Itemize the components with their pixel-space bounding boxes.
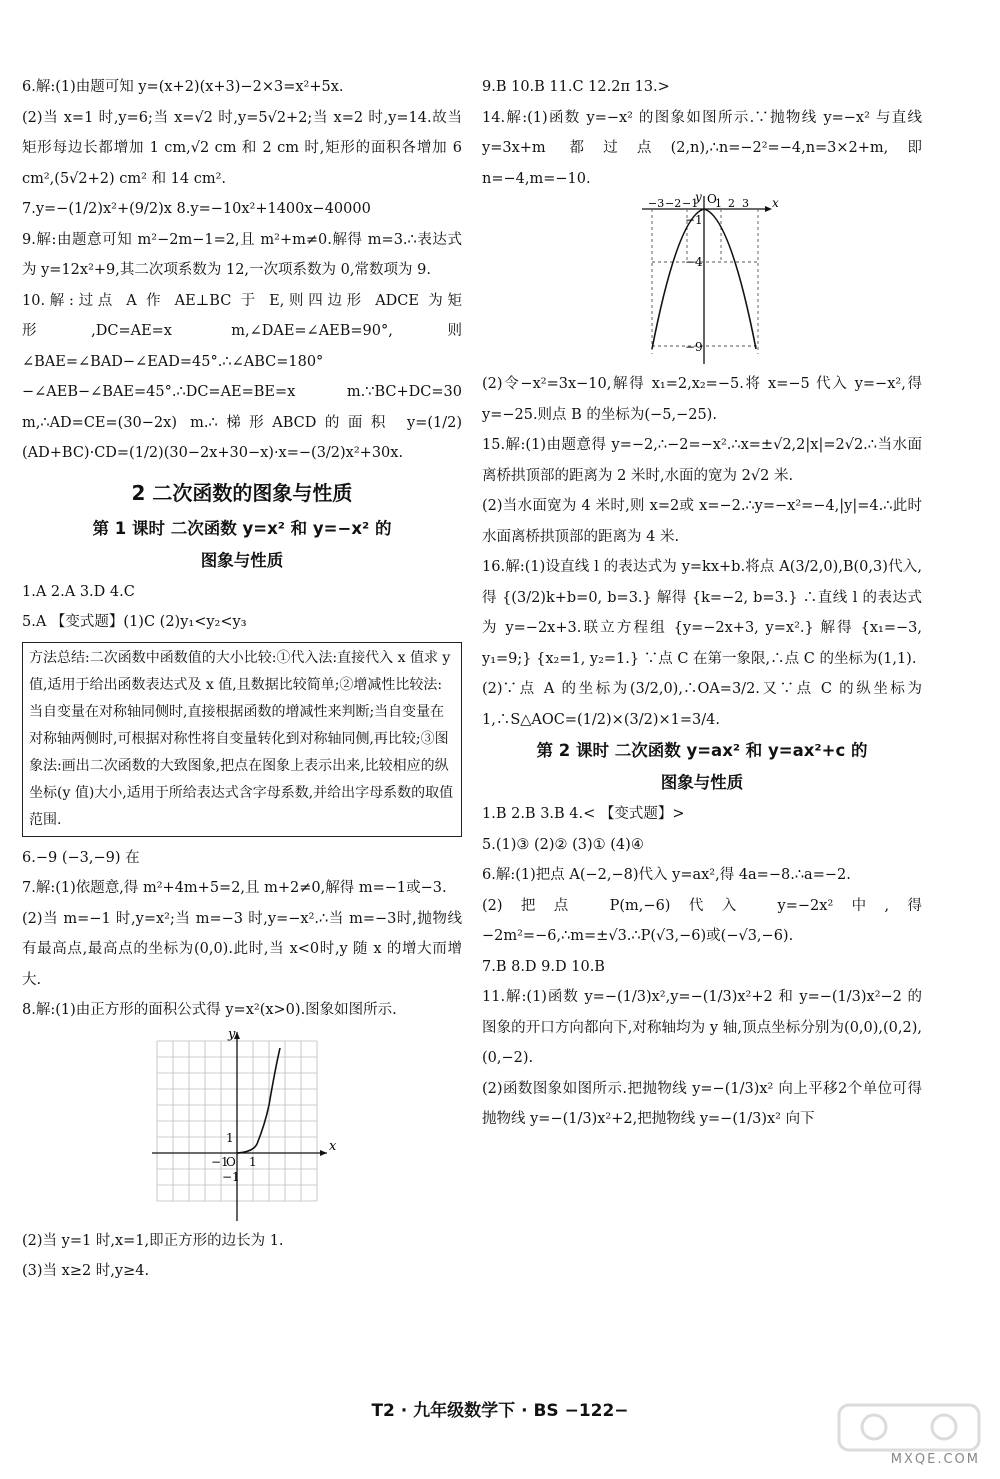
- tick-y-neg1: −1: [222, 1169, 240, 1184]
- tick-x-2: 2: [728, 197, 735, 210]
- lesson1-title-line1: 第 1 课时 二次函数 y=x² 和 y=−x² 的: [92, 518, 392, 538]
- lesson2-title-line1: 第 2 课时 二次函数 y=ax² 和 y=ax²+c 的: [536, 741, 868, 760]
- figure-square-area-graph: [22, 1026, 462, 1226]
- x-label: x: [329, 1138, 337, 1154]
- tick-y-neg1: −1: [685, 213, 703, 227]
- answer-9: 9.解:由题意可知 m²−2m−1=2,且 m²+m≠0.解得 m=3.∴表达式为 y=12x²+9,其二次项系数为 12,一次项系数为 0,常数项为 9.: [22, 231, 462, 278]
- answer-14-part1: 14.解:(1)函数 y=−x² 的图象如图所示.∵抛物线 y=−x² 与直线 y=3x+m 都过点(2,n),∴n=−2²=−4,n=3×2+m,即 n=−4,m=−10.: [482, 109, 922, 187]
- grid-graph: [22, 1026, 462, 1226]
- tick-x-neg2: −2: [665, 197, 682, 210]
- answers-1-4b: 1.B 2.B 3.B 4.< 【变式题】>: [482, 806, 685, 822]
- origin-label: O: [226, 1154, 236, 1169]
- figure-parabola-neg-x2: [482, 194, 922, 369]
- answer-16-part1: 16.解:(1)设直线 l 的表达式为 y=kx+b.将点 A(3/2,0),B(0,3)代入,得 {(3/2)k+b=0, b=3.} 解得 {k=−2, b=3.} ∴直线 l 的表达式为 y=−2x+3.联立方程组 {y=−2x+3, y=x².} 解得 {x₁=−3, y₁=9;} {x₂=1, y₂=1.} ∵点 C 在第一象限,∴点 C 的坐标为(1,1).: [482, 559, 922, 667]
- tick-x-neg1: −1: [211, 1154, 229, 1169]
- answer-11-part1: 11.解:(1)函数 y=−(1/3)x²,y=−(1/3)x²+2 和 y=−(1/3)x²−2 的图象的开口方向都向下,对称轴均为 y 轴,顶点坐标分别为(0,0),(0,2),(0,−2).: [482, 989, 922, 1066]
- answer-6b: 6.−9 (−3,−9) 在: [22, 849, 140, 866]
- answer-7-8: 7.y=−(1/2)x²+(9/2)x 8.y=−10x²+1400x−40000: [22, 201, 371, 217]
- answer-6-part1: 6.解:(1)由题可知 y=(x+2)(x+3)−2×3=x²+5x.: [22, 79, 344, 95]
- answer-16-part2: (2)∵点 A 的坐标为(3/2,0),∴OA=3/2.又∵点 C 的纵坐标为 1,∴S△AOC=(1/2)×(3/2)×1=3/4.: [482, 681, 922, 728]
- answer-5: 5.A 【变式题】(1)C (2)y₁<y₂<y₃: [22, 614, 247, 630]
- tick-y-neg4: −4: [685, 255, 703, 269]
- answer-8: 8.解:(1)由正方形的面积公式得 y=x²(x>0).图象如图所示.: [22, 1002, 397, 1018]
- answer-6-part2: (2)当 x=1 时,y=6;当 x=√2 时,y=5√2+2;当 x=2 时,y=14.故当矩形每边长都增加 1 cm,√2 cm 和 2 cm 时,矩形的面积各增加 6 cm²,(5√2+2) cm² 和 14 cm².: [22, 109, 462, 187]
- answer-8-part3: (3)当 x≥2 时,y≥4.: [22, 1263, 150, 1279]
- tick-x-1: 1: [715, 197, 722, 210]
- answer-7b-part1: 7.解:(1)依题意,得 m²+4m+5=2,且 m+2≠0,解得 m=−1或−3.: [22, 880, 447, 896]
- watermark-text: MXQE.COM: [890, 1452, 980, 1467]
- y-label: y: [228, 1026, 236, 1042]
- page-footer: T2 · 九年级数学下 · BS −122−: [371, 1401, 629, 1421]
- x-label: x: [772, 196, 779, 210]
- answer-15-part1: 15.解:(1)由题意得 y=−2,∴−2=−x².∴x=±√2,2|x|=2√2.∴当水面离桥拱顶部的距离为 2 米时,水面的宽为 2√2 米.: [482, 437, 922, 484]
- y-label: y: [695, 194, 702, 204]
- tick-y-1: 1: [226, 1130, 234, 1145]
- method-summary-box: 方法总结:二次函数中函数值的大小比较:①代入法:直接代入 x 值求 y 值,适用于给出函数表达式及 x 值,且数据比较简单;②增减性比较法:当自变量在对称轴同侧时,直接根据函数的增减性来判断;当自变量在对称轴两侧时,可根据对称性将自变量转化到对称轴同侧,再比较;③图象法:画出二次函数的大致图象,把点在图象上表示出来,比较相应的纵坐标(y 值)大小,适用于所给表达式含字母系数,并给出字母系数的取值范围.: [22, 642, 462, 837]
- tick-x-3: 3: [742, 197, 749, 210]
- right-column: [482, 72, 922, 1135]
- lesson2-title-line2: 图象与性质: [660, 773, 744, 792]
- answer-5b: 5.(1)③ (2)② (3)① (4)④: [482, 836, 644, 853]
- answer-15-part2: (2)当水面宽为 4 米时,则 x=2或 x=−2.∴y=−x²=−4,|y|=4.∴此时水面离桥拱顶部的距离为 4 米.: [482, 498, 922, 545]
- left-column: [22, 72, 462, 1287]
- answer-7b-part2: (2)当 m=−1 时,y=x²;当 m=−3 时,y=−x².∴当 m=−3时,抛物线有最高点,最高点的坐标为(0,0).此时,当 x<0时,y 随 x 的增大而增大.: [22, 910, 462, 988]
- answers-1-4: 1.A 2.A 3.D 4.C: [22, 583, 135, 600]
- answer-10: 10.解:过点 A 作 AE⊥BC 于 E,则四边形 ADCE 为矩形,DC=AE=x m,∠DAE=∠AEB=90°,则∠BAE=∠BAD−∠EAD=45°.∴∠ABC=180°−∠AEB−∠BAE=45°.∴DC=AE=BE=x m.∵BC+DC=30 m,∴AD=CE=(30−2x) m.∴梯形ABCD的面积 y=(1/2)(AD+BC)·CD=(1/2)(30−2x+30−x)·x=−(3/2)x²+30x.: [22, 292, 462, 461]
- tick-x-neg1: −1: [682, 197, 699, 210]
- tick-y-neg9: −9: [685, 340, 703, 354]
- answers-7-10: 7.B 8.D 9.D 10.B: [482, 958, 605, 975]
- answer-14-part2: (2)令−x²=3x−10,解得 x₁=2,x₂=−5.将 x=−5 代入 y=−x²,得 y=−25.则点 B 的坐标为(−5,−25).: [482, 376, 922, 423]
- section-title: 2 二次函数的图象与性质: [131, 480, 353, 505]
- parabola-graph: [482, 194, 922, 369]
- tick-x-1: 1: [249, 1154, 257, 1169]
- tick-x-neg3: −3: [648, 197, 665, 210]
- answer-6c: 6.解:(1)把点 A(−2,−8)代入 y=ax²,得 4a=−8.∴a=−2.: [482, 867, 851, 883]
- origin-label: O: [707, 194, 717, 206]
- answer-11-part2: (2)函数图象如图所示.把抛物线 y=−(1/3)x² 向上平移2个单位可得抛物线 y=−(1/3)x²+2,把抛物线 y=−(1/3)x² 向下: [482, 1080, 922, 1127]
- lesson1-title-line2: 图象与性质: [200, 550, 284, 570]
- answer-6d: (2)把点 P(m,−6)代入 y=−2x²中,得−2m²=−6,∴m=±√3.∴P(√3,−6)或(−√3,−6).: [482, 897, 922, 944]
- answer-8-part2: (2)当 y=1 时,x=1,即正方形的边长为 1.: [22, 1232, 284, 1249]
- answers-9-13: 9.B 10.B 11.C 12.2π 13.>: [482, 79, 670, 95]
